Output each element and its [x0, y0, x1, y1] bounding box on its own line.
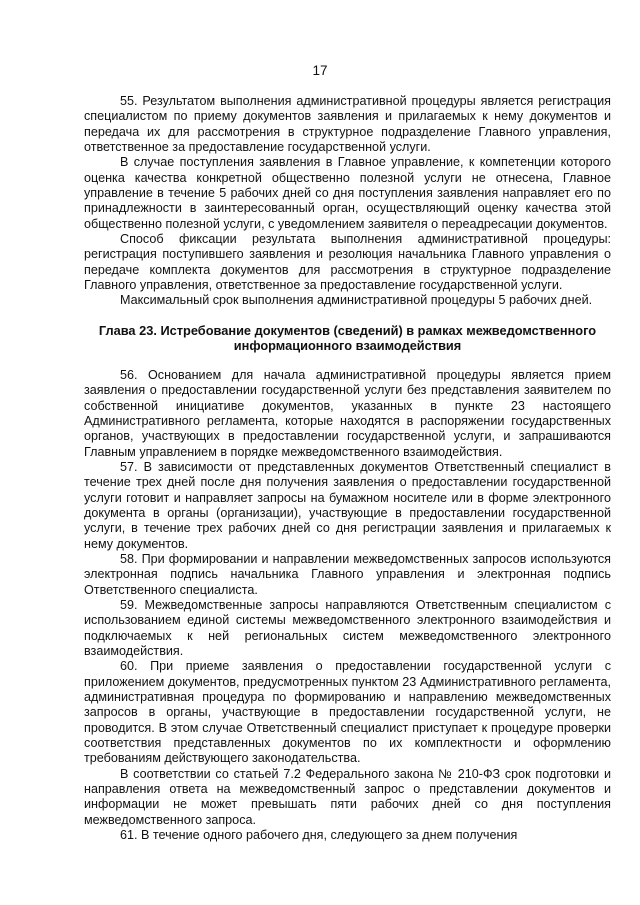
paragraph-60: 60. При приеме заявления о предоставлении государственной услуги с приложением документов, предусмотренных пунктом 23 Административного регламента, административная процедура по формированию и направлению межведомственных запросов в органы, участвующие в предоставлении государственной услуги, не проводится. В этом случае Ответственный специалист приступает к процедуре проверки соответствия представленных документов по их комплектности и оформлению требованиям действующего законодательства. [84, 659, 611, 766]
paragraph-59: 59. Межведомственные запросы направляются Ответственным специалистом с использованием единой системы межведомственного электронного взаимодействия и подключаемых к ней региональных систем межведомственного электронного взаимодействия. [84, 597, 611, 658]
paragraph-57: 57. В зависимости от представленных документов Ответственный специалист в течение трех дней после дня получения заявления о предоставлении государственной услуги готовит и направляет запросы на бумажном носителе или в форме электронного документа в органы (организации), участвующие в предоставлении государственной услуги, в течение трех рабочих дней со дня регистрации заявления и прилагаемых к нему документов. [84, 459, 611, 551]
paragraph-max-term: Максимальный срок выполнения административной процедуры 5 рабочих дней. [120, 293, 593, 308]
chapter-heading: Глава 23. Истребование документов (сведений) в рамках межведомственного информационного взаимодействия [98, 322, 597, 354]
paragraph-56: 56. Основанием для начала административной процедуры является прием заявления о предоставлении государственной услуги без представления заявителем по собственной инициативе документов, указанных в пункте 23 настоящего Административного регламента, которые находятся в распоряжении государственных органов, участвующих в предоставлении государственной услуги, и запрашиваются Главным управлением в порядке межведомственного взаимодействия. [84, 367, 611, 459]
paragraph-redirect: В случае поступления заявления в Главное управление, к компетенции которого оценка качества конкретной общественно полезной услуги не отнесена, Главное управление в течение 5 рабочих дней со дня поступления заявления направляет его по принадлежности в заинтересованный орган, осуществляющий оценку качества этой общественно полезной услуги, с уведомлением заявителя о переадресации документов. [84, 155, 611, 231]
paragraph-55: 55. Результатом выполнения административной процедуры является регистрация специалистом по приему документов заявления и прилагаемых к нему документов и передача их для рассмотрения в структурное подразделение Главного управления, ответственное за предоставление государственной услуги. [84, 94, 611, 155]
document-body [84, 94, 611, 843]
paragraph-61: 61. В течение одного рабочего дня, следующего за днем получения [120, 828, 518, 843]
paragraph-law-reference: В соответствии со статьей 7.2 Федерального закона № 210-ФЗ срок подготовки и направления ответа на межведомственный запрос о представлении документов и информации не может превышать пяти рабочих дней со дня поступления межведомственного запроса. [84, 766, 611, 827]
paragraph-58: 58. При формировании и направлении межведомственных запросов используются электронная подпись начальника Главного управления и электронная подпись Ответственного специалиста. [84, 551, 611, 597]
paragraph-fixation-method: Способ фиксации результата выполнения административной процедуры: регистрация поступившего заявления и резолюция начальника Главного управления о передаче комплекта документов для рассмотрения в структурное подразделение Главного управления, ответственное за предоставление государственной услуги. [84, 232, 611, 293]
page-number: 17 [312, 63, 328, 78]
